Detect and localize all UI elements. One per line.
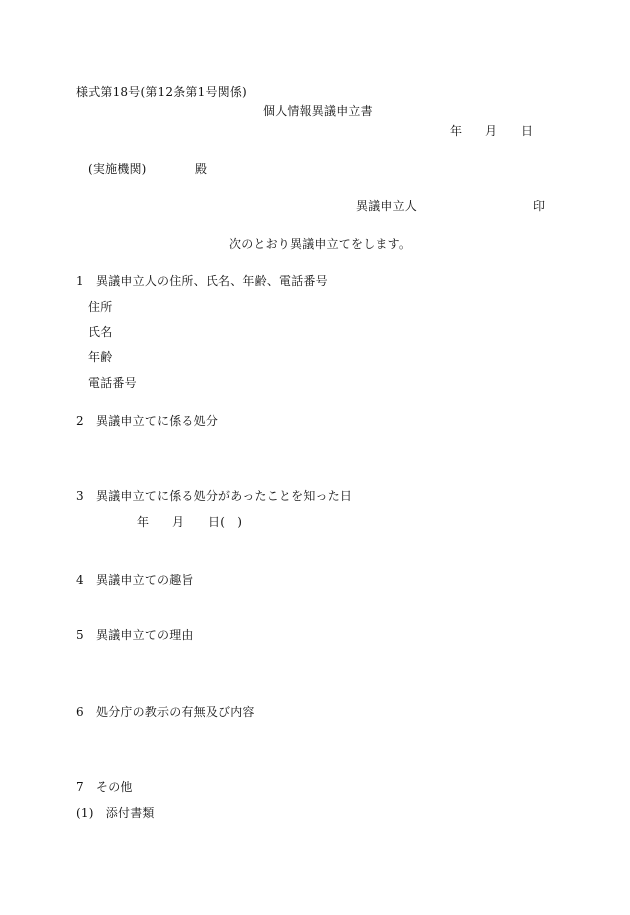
phone-label: 電話番号 xyxy=(88,376,137,390)
section6-heading: 6 処分庁の教示の有無及び内容 xyxy=(76,705,255,719)
section5-heading: 5 異議申立ての理由 xyxy=(76,628,194,642)
applicant-seal: 印 xyxy=(533,199,546,213)
address-label: 住所 xyxy=(88,300,113,314)
attachments-item: (1) 添付書類 xyxy=(76,806,155,820)
date-year-label: 年 xyxy=(450,124,463,138)
section2-heading: 2 異議申立てに係る処分 xyxy=(76,414,219,428)
section7-heading: 7 その他 xyxy=(76,780,133,794)
section3-heading: 3 異議申立てに係る処分があったことを知った日 xyxy=(76,489,353,503)
name-label: 氏名 xyxy=(88,325,113,339)
applicant-label: 異議申立人 xyxy=(356,199,418,213)
known-date-month: 月 xyxy=(172,515,185,529)
date-month-label: 月 xyxy=(485,124,498,138)
form-number: 様式第18号(第12条第1号関係) xyxy=(76,85,247,99)
addressee-honorific: 殿 xyxy=(195,162,208,176)
known-date-day: 日( ) xyxy=(208,515,243,529)
section1-heading: 1 異議申立人の住所、氏名、年齢、電話番号 xyxy=(76,274,328,288)
intro-text: 次のとおり異議申立てをします。 xyxy=(229,237,412,251)
date-day-label: 日 xyxy=(521,124,534,138)
section4-heading: 4 異議申立ての趣旨 xyxy=(76,573,194,587)
addressee-agency: (実施機関) xyxy=(88,162,147,176)
known-date-year: 年 xyxy=(137,515,150,529)
age-label: 年齢 xyxy=(88,350,113,364)
document-title: 個人情報異議申立書 xyxy=(263,104,373,118)
